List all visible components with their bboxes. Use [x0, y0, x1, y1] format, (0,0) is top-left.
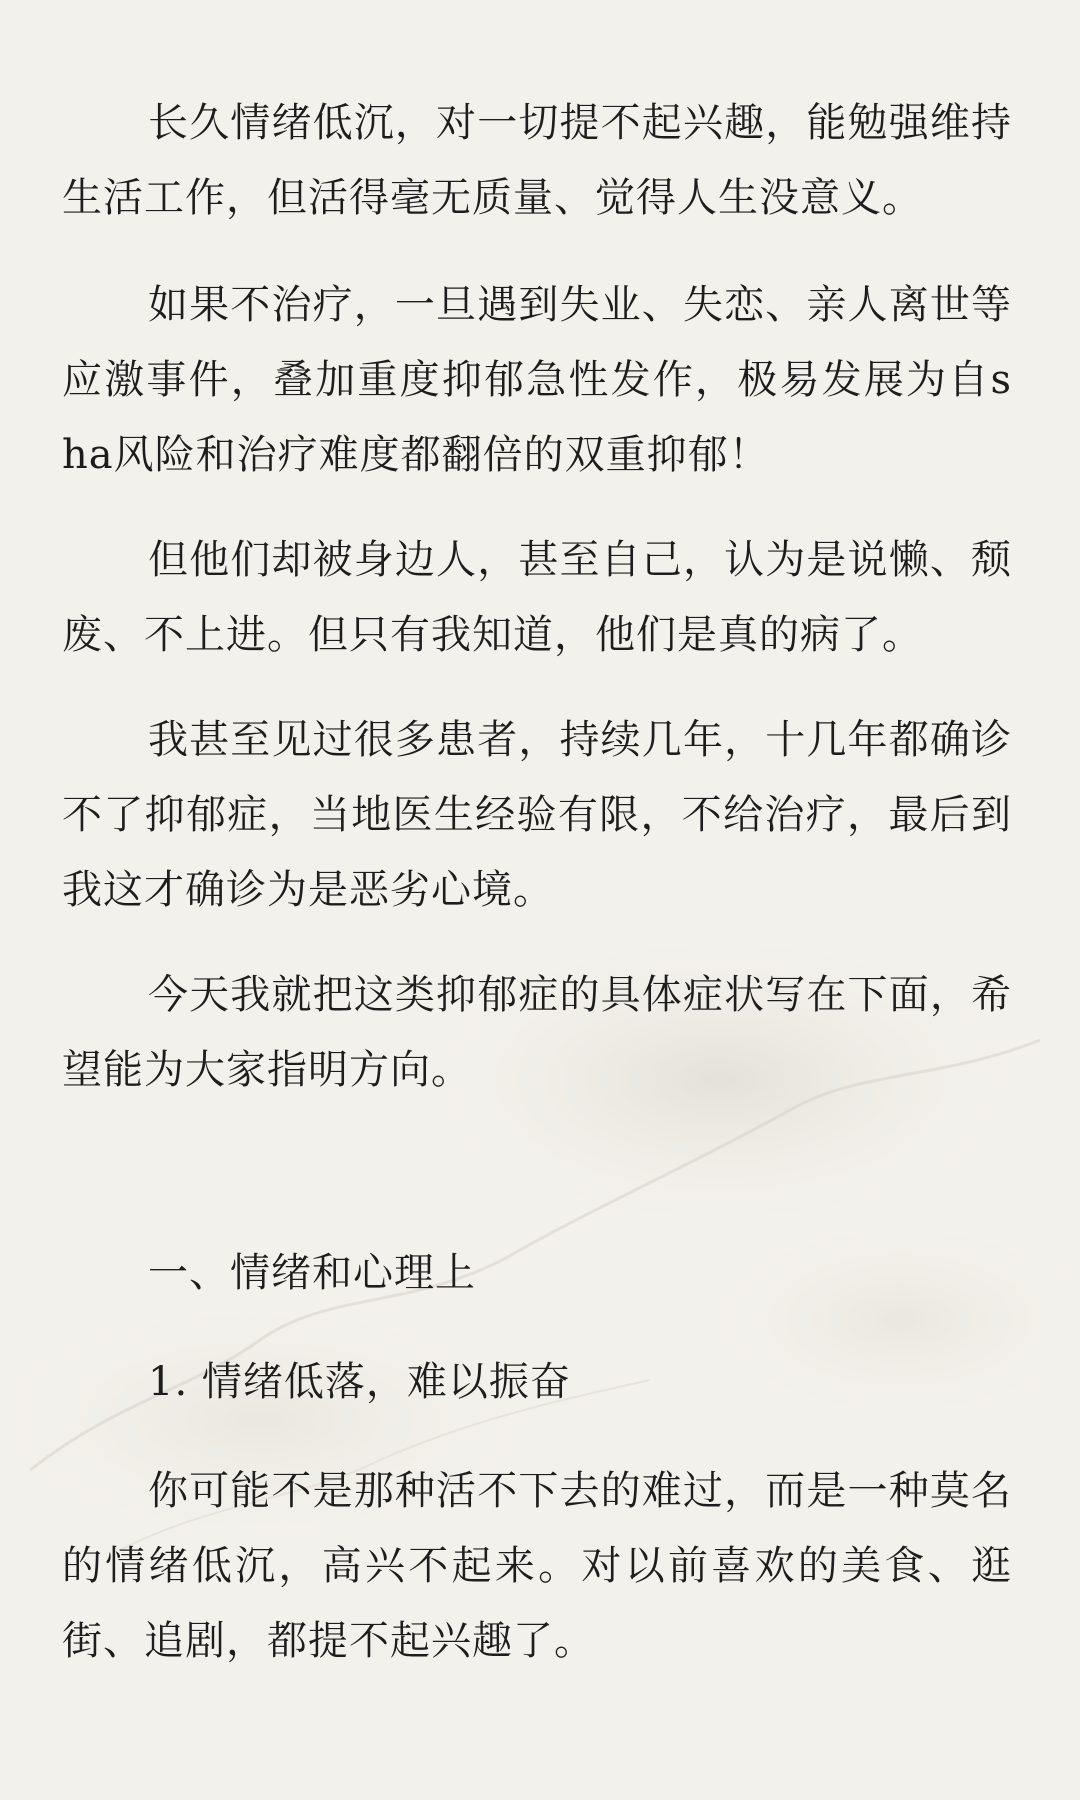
- section-body: 你可能不是那种活不下去的难过，而是一种莫名的情绪低沉，高兴不起来。对以前喜欢的美食、逛街、追剧，都提不起兴趣了。: [62, 1468, 1012, 1664]
- paragraph-1: 长久情绪低沉，对一切提不起兴趣，能勉强维持生活工作，但活得毫无质量、觉得人生没意义。: [62, 100, 1012, 221]
- paragraph-2: 如果不治疗，一旦遇到失业、失恋、亲人离世等应激事件，叠加重度抑郁急性发作，极易发展为自sha风险和治疗难度都翻倍的双重抑郁！: [62, 282, 1012, 478]
- paragraph-3: 但他们却被身边人，甚至自己，认为是说懒、颓废、不上进。但只有我知道，他们是真的病了。: [62, 537, 1012, 658]
- section-title: 一、情绪和心理上: [148, 1250, 476, 1296]
- section-subtitle: 1. 情绪低落，难以振奋: [148, 1359, 571, 1405]
- paragraph-4: 我甚至见过很多患者，持续几年，十几年都确诊不了抑郁症，当地医生经验有限，不给治疗，最后到我这才确诊为是恶劣心境。: [62, 717, 1012, 913]
- paragraph-5: 今天我就把这类抑郁症的具体症状写在下面，希望能为大家指明方向。: [62, 972, 1012, 1093]
- article-content: [62, 86, 1012, 1679]
